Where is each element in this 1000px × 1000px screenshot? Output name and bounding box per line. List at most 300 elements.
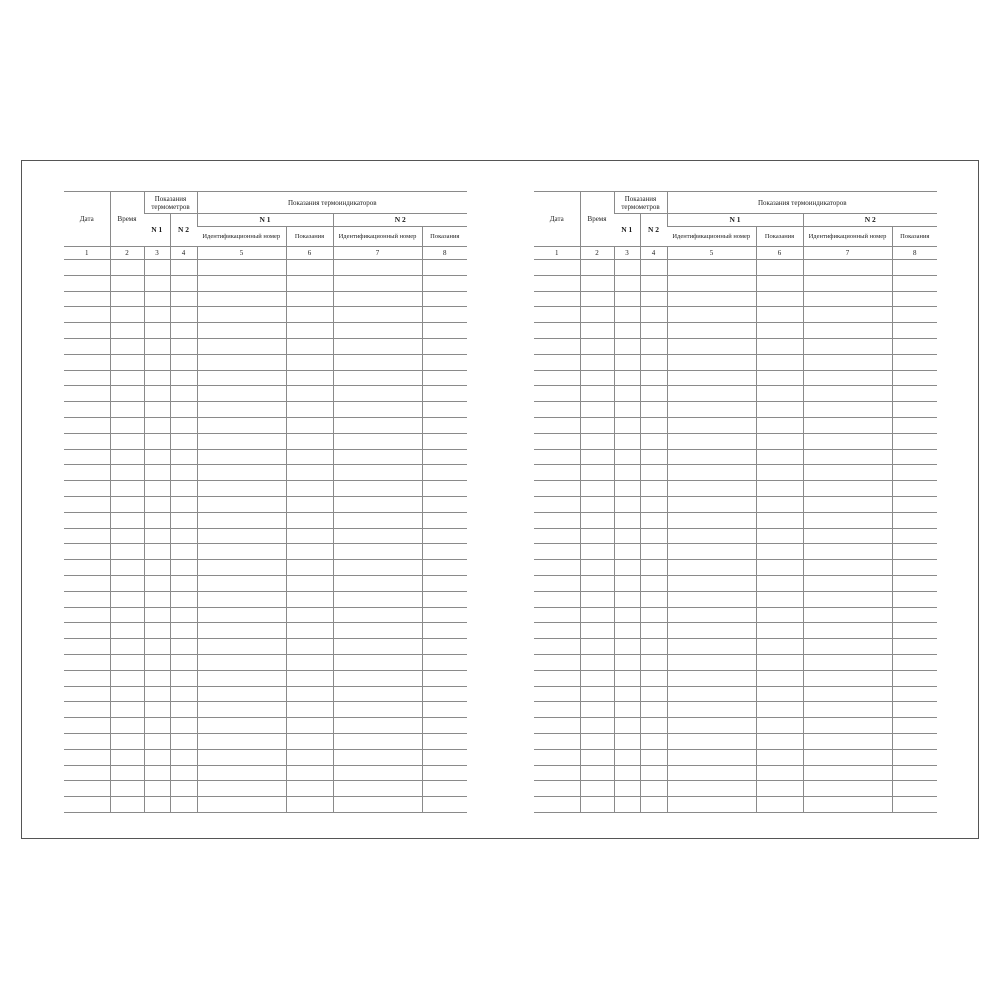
log-cell [614, 338, 640, 354]
log-cell [803, 797, 892, 813]
log-cell [667, 307, 756, 323]
log-cell [892, 496, 937, 512]
log-cell [110, 449, 144, 465]
log-row [534, 354, 937, 370]
log-cell [197, 528, 286, 544]
log-cell [286, 433, 333, 449]
log-cell [170, 481, 197, 497]
log-row [534, 670, 937, 686]
log-cell [64, 275, 110, 291]
log-cell [892, 702, 937, 718]
header-thermometers: Показания термометров [614, 192, 667, 214]
log-cell [333, 465, 422, 481]
log-cell [110, 260, 144, 276]
header-thermometers: Показания термометров [144, 192, 197, 214]
log-table-right [534, 191, 937, 813]
log-cell [333, 291, 422, 307]
log-cell [197, 544, 286, 560]
log-cell [534, 781, 580, 797]
log-cell [640, 797, 667, 813]
log-cell [64, 702, 110, 718]
log-cell [640, 733, 667, 749]
header-readings-n1: Показания [286, 227, 333, 247]
column-number: 5 [667, 247, 756, 260]
log-cell [170, 591, 197, 607]
log-cell [110, 781, 144, 797]
log-cell [170, 307, 197, 323]
log-cell [170, 386, 197, 402]
log-cell [640, 670, 667, 686]
log-cell [534, 733, 580, 749]
log-cell [803, 433, 892, 449]
log-cell [803, 528, 892, 544]
log-cell [170, 370, 197, 386]
log-cell [64, 560, 110, 576]
log-cell [64, 481, 110, 497]
log-cell [197, 733, 286, 749]
log-cell [286, 275, 333, 291]
log-cell [64, 733, 110, 749]
log-cell [333, 686, 422, 702]
log-cell [534, 354, 580, 370]
log-cell [333, 433, 422, 449]
log-cell [580, 481, 614, 497]
log-row [64, 781, 467, 797]
log-cell [64, 291, 110, 307]
log-cell [892, 433, 937, 449]
log-cell [640, 465, 667, 481]
blank-rows-right [534, 260, 937, 813]
log-cell [333, 623, 422, 639]
log-cell [640, 575, 667, 591]
log-cell [580, 354, 614, 370]
log-cell [197, 481, 286, 497]
log-row [64, 323, 467, 339]
log-cell [667, 749, 756, 765]
log-cell [170, 560, 197, 576]
log-cell [144, 433, 170, 449]
log-row [534, 528, 937, 544]
log-cell [614, 386, 640, 402]
log-cell [614, 686, 640, 702]
log-row [64, 560, 467, 576]
log-cell [803, 670, 892, 686]
log-cell [197, 639, 286, 655]
log-cell [580, 449, 614, 465]
log-row [64, 481, 467, 497]
log-cell [534, 639, 580, 655]
log-cell [170, 781, 197, 797]
log-cell [640, 765, 667, 781]
log-cell [614, 417, 640, 433]
log-cell [422, 449, 467, 465]
header-id-number-n2: Идентификационный номер [803, 227, 892, 247]
log-cell [756, 639, 803, 655]
log-cell [892, 291, 937, 307]
log-cell [667, 323, 756, 339]
log-row [64, 291, 467, 307]
log-cell [286, 797, 333, 813]
log-cell [640, 291, 667, 307]
log-cell [144, 481, 170, 497]
log-row [64, 718, 467, 734]
log-cell [64, 686, 110, 702]
log-cell [197, 433, 286, 449]
log-cell [534, 417, 580, 433]
log-cell [534, 338, 580, 354]
log-cell [892, 323, 937, 339]
log-cell [667, 591, 756, 607]
log-cell [110, 528, 144, 544]
log-cell [197, 670, 286, 686]
log-cell [144, 591, 170, 607]
log-cell [803, 765, 892, 781]
log-cell [640, 591, 667, 607]
log-cell [667, 702, 756, 718]
header-thermoindicators: Показания термоиндикаторов [667, 192, 937, 214]
log-cell [640, 481, 667, 497]
log-cell [756, 560, 803, 576]
log-cell [667, 338, 756, 354]
log-cell [286, 654, 333, 670]
log-cell [803, 354, 892, 370]
log-cell [286, 702, 333, 718]
log-cell [197, 354, 286, 370]
log-cell [333, 386, 422, 402]
log-cell [756, 623, 803, 639]
log-cell [580, 528, 614, 544]
log-cell [197, 260, 286, 276]
log-cell [144, 402, 170, 418]
header-indicator-n1: N 1 [667, 214, 803, 227]
log-cell [614, 496, 640, 512]
log-cell [534, 291, 580, 307]
log-cell [144, 544, 170, 560]
log-cell [614, 323, 640, 339]
log-cell [333, 765, 422, 781]
log-cell [197, 323, 286, 339]
log-row [64, 386, 467, 402]
log-cell [803, 654, 892, 670]
log-cell [170, 718, 197, 734]
log-cell [64, 670, 110, 686]
header-indicator-n2: N 2 [333, 214, 467, 227]
log-cell [286, 402, 333, 418]
log-cell [110, 702, 144, 718]
log-cell [144, 765, 170, 781]
log-cell [667, 449, 756, 465]
header-id-number-n1: Идентификационный номер [197, 227, 286, 247]
log-cell [803, 560, 892, 576]
log-row [64, 512, 467, 528]
log-row [64, 797, 467, 813]
log-cell [64, 307, 110, 323]
log-cell [170, 733, 197, 749]
log-cell [580, 749, 614, 765]
log-row [64, 623, 467, 639]
log-cell [64, 260, 110, 276]
log-cell [803, 323, 892, 339]
log-cell [170, 260, 197, 276]
log-cell [640, 512, 667, 528]
log-cell [640, 449, 667, 465]
log-row [534, 275, 937, 291]
log-cell [534, 765, 580, 781]
log-cell [640, 623, 667, 639]
log-cell [580, 670, 614, 686]
log-cell [144, 781, 170, 797]
log-cell [667, 417, 756, 433]
log-cell [803, 338, 892, 354]
log-cell [422, 291, 467, 307]
log-row [64, 639, 467, 655]
log-cell [422, 654, 467, 670]
log-cell [333, 417, 422, 433]
log-cell [170, 512, 197, 528]
log-row [534, 449, 937, 465]
log-cell [580, 765, 614, 781]
log-cell [286, 607, 333, 623]
log-cell [667, 354, 756, 370]
log-cell [286, 686, 333, 702]
log-cell [422, 528, 467, 544]
log-cell [756, 686, 803, 702]
log-cell [534, 749, 580, 765]
log-cell [144, 639, 170, 655]
log-cell [614, 749, 640, 765]
log-cell [286, 591, 333, 607]
log-cell [580, 591, 614, 607]
log-row [64, 449, 467, 465]
log-cell [667, 291, 756, 307]
log-cell [756, 749, 803, 765]
log-cell [892, 781, 937, 797]
column-number: 8 [892, 247, 937, 260]
column-number: 3 [144, 247, 170, 260]
log-cell [197, 718, 286, 734]
log-cell [110, 275, 144, 291]
log-cell [286, 417, 333, 433]
log-row [64, 765, 467, 781]
log-cell [170, 496, 197, 512]
log-cell [286, 575, 333, 591]
log-cell [286, 338, 333, 354]
log-cell [803, 544, 892, 560]
log-row [534, 733, 937, 749]
log-cell [667, 512, 756, 528]
log-cell [580, 275, 614, 291]
column-number: 2 [580, 247, 614, 260]
log-cell [197, 654, 286, 670]
log-cell [803, 260, 892, 276]
log-cell [892, 386, 937, 402]
log-cell [422, 354, 467, 370]
log-cell [580, 733, 614, 749]
log-cell [197, 607, 286, 623]
log-cell [333, 560, 422, 576]
log-cell [756, 465, 803, 481]
log-cell [333, 733, 422, 749]
log-cell [110, 607, 144, 623]
log-cell [333, 370, 422, 386]
log-cell [333, 702, 422, 718]
log-row [534, 291, 937, 307]
log-cell [197, 560, 286, 576]
log-cell [422, 512, 467, 528]
column-number: 3 [614, 247, 640, 260]
log-cell [892, 654, 937, 670]
log-cell [197, 465, 286, 481]
log-cell [803, 718, 892, 734]
log-cell [110, 323, 144, 339]
log-cell [534, 481, 580, 497]
column-number: 1 [64, 247, 110, 260]
log-cell [803, 449, 892, 465]
log-cell [422, 781, 467, 797]
log-cell [422, 797, 467, 813]
log-cell [667, 528, 756, 544]
log-row [534, 686, 937, 702]
log-cell [144, 575, 170, 591]
log-cell [580, 781, 614, 797]
log-cell [422, 370, 467, 386]
log-cell [803, 481, 892, 497]
log-cell [197, 370, 286, 386]
log-cell [756, 275, 803, 291]
log-cell [110, 307, 144, 323]
log-cell [892, 275, 937, 291]
log-cell [640, 654, 667, 670]
log-row [64, 733, 467, 749]
log-cell [170, 449, 197, 465]
log-cell [614, 402, 640, 418]
log-row [64, 702, 467, 718]
log-cell [580, 370, 614, 386]
log-cell [144, 623, 170, 639]
log-cell [170, 417, 197, 433]
log-row [64, 338, 467, 354]
log-cell [422, 623, 467, 639]
log-cell [170, 765, 197, 781]
log-cell [144, 338, 170, 354]
log-cell [892, 670, 937, 686]
log-cell [580, 323, 614, 339]
header-id-number-n2: Идентификационный номер [333, 227, 422, 247]
log-cell [170, 702, 197, 718]
log-cell [110, 718, 144, 734]
header-readings-n1: Показания [756, 227, 803, 247]
header-thermoindicators: Показания термоиндикаторов [197, 192, 467, 214]
log-cell [422, 307, 467, 323]
log-cell [892, 417, 937, 433]
log-cell [170, 465, 197, 481]
log-cell [144, 260, 170, 276]
register-spread [21, 160, 979, 839]
log-row [64, 402, 467, 418]
log-cell [640, 560, 667, 576]
log-cell [803, 291, 892, 307]
log-row [64, 354, 467, 370]
log-cell [197, 797, 286, 813]
column-number: 4 [640, 247, 667, 260]
log-cell [64, 496, 110, 512]
log-cell [422, 718, 467, 734]
right-page [534, 191, 937, 813]
log-cell [144, 749, 170, 765]
header-time: Время [580, 192, 614, 247]
log-cell [64, 512, 110, 528]
log-cell [640, 323, 667, 339]
log-cell [170, 275, 197, 291]
log-cell [614, 639, 640, 655]
log-cell [170, 528, 197, 544]
log-row [534, 496, 937, 512]
log-row [534, 402, 937, 418]
log-cell [110, 654, 144, 670]
log-cell [422, 323, 467, 339]
log-cell [144, 718, 170, 734]
log-cell [197, 702, 286, 718]
log-cell [286, 670, 333, 686]
log-row [534, 370, 937, 386]
log-cell [170, 686, 197, 702]
log-cell [892, 481, 937, 497]
log-cell [64, 417, 110, 433]
log-cell [614, 528, 640, 544]
log-cell [756, 607, 803, 623]
log-cell [422, 417, 467, 433]
log-row [64, 496, 467, 512]
log-cell [144, 386, 170, 402]
log-cell [667, 781, 756, 797]
log-cell [197, 291, 286, 307]
log-cell [64, 465, 110, 481]
log-cell [614, 765, 640, 781]
log-cell [64, 591, 110, 607]
log-cell [197, 749, 286, 765]
log-cell [614, 623, 640, 639]
log-cell [170, 291, 197, 307]
log-row [534, 481, 937, 497]
log-cell [197, 275, 286, 291]
log-cell [580, 544, 614, 560]
log-cell [64, 765, 110, 781]
log-cell [144, 797, 170, 813]
log-cell [286, 528, 333, 544]
log-cell [534, 670, 580, 686]
log-cell [892, 260, 937, 276]
log-cell [197, 417, 286, 433]
log-cell [892, 639, 937, 655]
log-cell [803, 733, 892, 749]
log-cell [170, 797, 197, 813]
log-cell [64, 402, 110, 418]
column-number: 6 [756, 247, 803, 260]
log-cell [286, 623, 333, 639]
log-cell [144, 354, 170, 370]
log-cell [110, 481, 144, 497]
log-cell [803, 370, 892, 386]
log-cell [640, 307, 667, 323]
log-cell [333, 797, 422, 813]
log-cell [170, 654, 197, 670]
log-cell [110, 575, 144, 591]
log-cell [534, 718, 580, 734]
log-cell [614, 544, 640, 560]
log-row [64, 749, 467, 765]
log-cell [144, 291, 170, 307]
log-cell [286, 560, 333, 576]
